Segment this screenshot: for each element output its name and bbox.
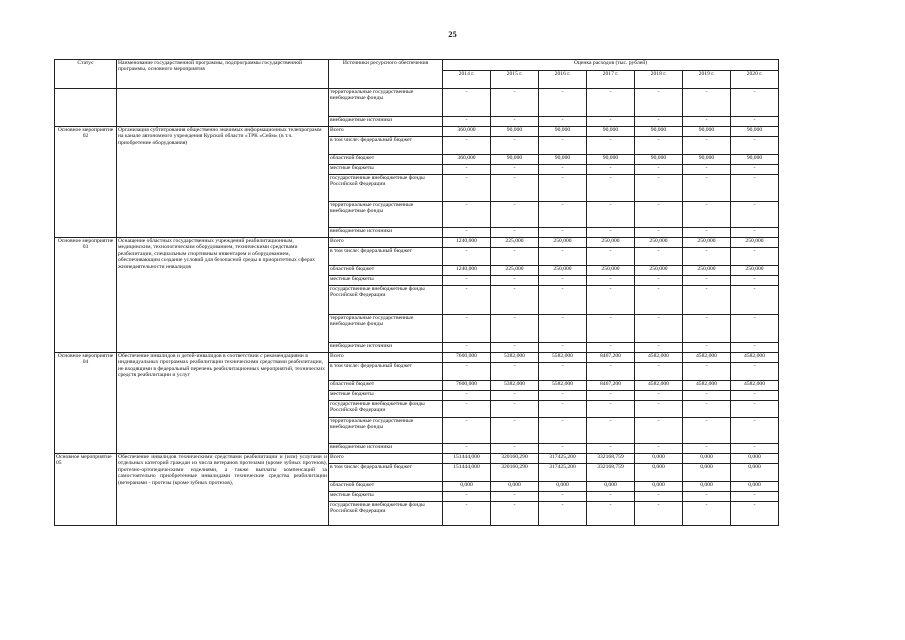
measure-name-cell — [117, 89, 329, 127]
value-cell: 90,000 — [539, 155, 587, 165]
source-cell: в том числе: федеральный бюджет — [329, 248, 443, 266]
value-cell: - — [587, 165, 635, 175]
value-cell: - — [683, 315, 731, 343]
value-cell: - — [587, 315, 635, 343]
value-cell: - — [539, 276, 587, 286]
value-cell: - — [683, 343, 731, 353]
value-cell: - — [683, 286, 731, 315]
value-cell: - — [587, 502, 635, 526]
value-cell: 225,000 — [491, 266, 539, 276]
value-cell: - — [443, 117, 491, 127]
value-cell: - — [683, 228, 731, 238]
measure-name-cell: Организация субтитрования общественно значимых информационных телепрограмм на канале автономного учреждения Курской области «ТРК «Сейм» (в т.ч. приобретение оборудования) — [117, 127, 329, 238]
value-cell: - — [635, 343, 683, 353]
value-cell: - — [635, 286, 683, 315]
value-cell: 225,000 — [491, 238, 539, 248]
value-cell: - — [491, 492, 539, 502]
source-cell: территориальные государственные внебюджетные фонды — [329, 315, 443, 343]
value-cell: 90,000 — [539, 127, 587, 137]
value-cell: - — [491, 343, 539, 353]
value-cell: - — [539, 401, 587, 418]
source-cell: территориальные государственные внебюджетные фонды — [329, 89, 443, 117]
value-cell: - — [683, 117, 731, 127]
value-cell: - — [539, 492, 587, 502]
value-cell: - — [443, 363, 491, 381]
source-cell: в том числе: федеральный бюджет — [329, 464, 443, 482]
value-cell: 90,000 — [731, 155, 779, 165]
status-cell: Основное мероприятие 05 — [55, 454, 117, 526]
value-cell: - — [635, 89, 683, 117]
value-cell: - — [587, 391, 635, 401]
value-cell: - — [443, 276, 491, 286]
value-cell: - — [491, 228, 539, 238]
source-cell: государственные внебюджетные фонды Российской Федерации — [329, 286, 443, 315]
value-cell: - — [635, 202, 683, 228]
value-cell: 90,000 — [731, 127, 779, 137]
source-cell: государственные внебюджетные фонды Российской Федерации — [329, 175, 443, 202]
source-cell: местные бюджеты — [329, 492, 443, 502]
value-cell: - — [587, 363, 635, 381]
value-cell: - — [635, 165, 683, 175]
source-cell: государственные внебюджетные фонды Российской Федерации — [329, 401, 443, 418]
value-cell: - — [683, 444, 731, 454]
value-cell: - — [443, 89, 491, 117]
value-cell: 0,000 — [587, 482, 635, 492]
source-cell: областной бюджет — [329, 155, 443, 165]
value-cell: - — [587, 228, 635, 238]
value-cell: - — [443, 343, 491, 353]
value-cell: - — [443, 286, 491, 315]
value-cell: - — [587, 117, 635, 127]
source-cell: Всего — [329, 127, 443, 137]
value-cell: 90,000 — [683, 127, 731, 137]
value-cell: 250,000 — [635, 266, 683, 276]
value-cell: 7600,000 — [443, 381, 491, 391]
value-cell: - — [731, 202, 779, 228]
source-cell: местные бюджеты — [329, 276, 443, 286]
source-cell: территориальные государственные внебюджетные фонды — [329, 418, 443, 444]
value-cell: - — [491, 502, 539, 526]
value-cell: - — [635, 418, 683, 444]
value-cell: 90,000 — [491, 155, 539, 165]
value-cell: 4582,000 — [683, 353, 731, 363]
source-cell: внебюджетные источники — [329, 228, 443, 238]
value-cell: 360,000 — [443, 127, 491, 137]
value-cell: - — [683, 202, 731, 228]
value-cell: 320160,290 — [491, 464, 539, 482]
value-cell: 317425,200 — [539, 464, 587, 482]
value-cell: - — [587, 286, 635, 315]
value-cell: 360,000 — [443, 155, 491, 165]
header-year: 2019 г. — [683, 71, 731, 89]
source-cell: Всего — [329, 353, 443, 363]
table-row — [55, 127, 779, 137]
value-cell: - — [443, 492, 491, 502]
value-cell: - — [443, 165, 491, 175]
value-cell: - — [731, 276, 779, 286]
value-cell: - — [731, 175, 779, 202]
source-cell: государственные внебюджетные фонды Российской Федерации — [329, 502, 443, 526]
value-cell: - — [539, 137, 587, 155]
value-cell: 317425,200 — [539, 454, 587, 464]
value-cell: 250,000 — [539, 238, 587, 248]
value-cell: 1240,000 — [443, 238, 491, 248]
value-cell: - — [683, 137, 731, 155]
value-cell: 250,000 — [587, 266, 635, 276]
value-cell: 7600,000 — [443, 353, 491, 363]
value-cell: - — [635, 248, 683, 266]
value-cell: - — [731, 165, 779, 175]
value-cell: - — [731, 363, 779, 381]
value-cell: - — [539, 418, 587, 444]
table-row — [55, 238, 779, 248]
value-cell: - — [683, 89, 731, 117]
value-cell: - — [491, 276, 539, 286]
value-cell: 332168,759 — [587, 464, 635, 482]
value-cell: - — [491, 418, 539, 444]
value-cell: 4582,000 — [683, 381, 731, 391]
value-cell: 250,000 — [683, 266, 731, 276]
value-cell: - — [731, 286, 779, 315]
value-cell: 5582,000 — [539, 381, 587, 391]
value-cell: 4582,000 — [731, 353, 779, 363]
source-cell: областной бюджет — [329, 482, 443, 492]
source-cell: внебюджетные источники — [329, 343, 443, 353]
value-cell: 0,000 — [731, 454, 779, 464]
value-cell: 8467,200 — [587, 353, 635, 363]
value-cell: 8467,200 — [587, 381, 635, 391]
value-cell: 90,000 — [491, 127, 539, 137]
value-cell: - — [683, 391, 731, 401]
value-cell: 332168,759 — [587, 454, 635, 464]
value-cell: 0,000 — [683, 464, 731, 482]
value-cell: - — [491, 137, 539, 155]
value-cell: - — [443, 248, 491, 266]
source-cell: местные бюджеты — [329, 165, 443, 175]
value-cell: 0,000 — [635, 482, 683, 492]
value-cell: 250,000 — [731, 238, 779, 248]
value-cell: - — [635, 276, 683, 286]
value-cell: - — [587, 444, 635, 454]
source-cell: в том числе: федеральный бюджет — [329, 363, 443, 381]
value-cell: 0,000 — [683, 482, 731, 492]
value-cell: 0,000 — [443, 482, 491, 492]
value-cell: - — [683, 165, 731, 175]
value-cell: 5382,000 — [491, 353, 539, 363]
value-cell: - — [683, 492, 731, 502]
value-cell: - — [491, 444, 539, 454]
value-cell: - — [683, 418, 731, 444]
value-cell: - — [731, 418, 779, 444]
value-cell: - — [491, 391, 539, 401]
value-cell: - — [539, 202, 587, 228]
status-cell: Основное мероприятие 02 — [55, 127, 117, 238]
value-cell: - — [587, 202, 635, 228]
value-cell: - — [587, 89, 635, 117]
header-name: Наименование государственной программы, подпрограммы государственной программы, основного мероприятия — [117, 60, 329, 89]
value-cell: - — [443, 175, 491, 202]
header-year: 2016 г. — [539, 71, 587, 89]
table-row — [55, 353, 779, 363]
value-cell: - — [539, 286, 587, 315]
value-cell: - — [443, 391, 491, 401]
measure-name-cell: Обеспечение инвалидов и детей-инвалидов в соответствии с рекомендациями в индивидуальных программах реабилитации техническими средствами реабилитации, не входящими в федеральный перечень реабилитационных мероприятий, технических средств реабилитации и услуг — [117, 353, 329, 454]
value-cell: 90,000 — [587, 127, 635, 137]
value-cell: - — [443, 418, 491, 444]
value-cell: - — [443, 502, 491, 526]
header-year: 2018 г. — [635, 71, 683, 89]
value-cell: - — [731, 137, 779, 155]
value-cell: - — [731, 315, 779, 343]
value-cell: - — [539, 315, 587, 343]
value-cell: - — [587, 248, 635, 266]
table-header — [55, 60, 779, 89]
value-cell: - — [683, 401, 731, 418]
value-cell: 250,000 — [539, 266, 587, 276]
value-cell: - — [491, 175, 539, 202]
table-row — [55, 89, 779, 117]
header-sources: Источники ресурсного обеспечения — [329, 60, 443, 89]
value-cell: - — [683, 175, 731, 202]
measure-name-cell: Оснащение областных государственных учреждений реабилитационным, медицинским, технологическим оборудованием, техническими средствами реабилитации, специальным спортивным инвентарем и оборудованием, обеспечивающим создание условий для безопасной среды в приоритетных сферах жизнедеятельности инвалидов — [117, 238, 329, 353]
value-cell: 0,000 — [635, 464, 683, 482]
value-cell: - — [635, 401, 683, 418]
value-cell: - — [731, 117, 779, 127]
value-cell: - — [491, 165, 539, 175]
value-cell: - — [731, 444, 779, 454]
header-year: 2020 г. — [731, 71, 779, 89]
value-cell: 250,000 — [731, 266, 779, 276]
value-cell: - — [587, 401, 635, 418]
value-cell: - — [635, 502, 683, 526]
value-cell: - — [731, 343, 779, 353]
value-cell: - — [491, 202, 539, 228]
value-cell: - — [443, 137, 491, 155]
status-cell: Основное мероприятие 03 — [55, 238, 117, 353]
value-cell: - — [683, 363, 731, 381]
header-status: Статус — [55, 60, 117, 89]
value-cell: - — [491, 248, 539, 266]
value-cell: - — [683, 502, 731, 526]
value-cell: 5382,000 — [491, 381, 539, 391]
value-cell: - — [635, 363, 683, 381]
value-cell: - — [443, 202, 491, 228]
value-cell: - — [731, 492, 779, 502]
source-cell: территориальные государственные внебюджетные фонды — [329, 202, 443, 228]
value-cell: 4582,000 — [731, 381, 779, 391]
page-number: 25 — [448, 29, 457, 39]
header-year: 2017 г. — [587, 71, 635, 89]
source-cell: областной бюджет — [329, 266, 443, 276]
value-cell: 151444,000 — [443, 464, 491, 482]
value-cell: 250,000 — [587, 238, 635, 248]
value-cell: - — [587, 418, 635, 444]
value-cell: - — [539, 391, 587, 401]
value-cell: - — [635, 492, 683, 502]
value-cell: 5582,000 — [539, 353, 587, 363]
table-body — [55, 89, 779, 526]
value-cell: - — [731, 248, 779, 266]
value-cell: - — [443, 315, 491, 343]
value-cell: 90,000 — [587, 155, 635, 165]
source-cell: внебюджетные источники — [329, 117, 443, 127]
value-cell: - — [683, 248, 731, 266]
header-year: 2014 г. — [443, 71, 491, 89]
value-cell: - — [491, 315, 539, 343]
value-cell: 250,000 — [635, 238, 683, 248]
value-cell: - — [539, 175, 587, 202]
value-cell: 0,000 — [635, 454, 683, 464]
value-cell: 4582,000 — [635, 353, 683, 363]
measure-name-cell: Обеспечение инвалидов техническими средствами реабилитации и (или) услугами и отдельных категорий граждан из числа ветеранов протезами (кроме зубных протезов), протезно-ортопедическими изделиями, а также выплаты компенсаций за самостоятельно приобретенные инвалидами технические средства реабилитации (ветеранами - протезы (кроме зубных протезов), — [117, 454, 329, 526]
value-cell: - — [539, 89, 587, 117]
table-row — [55, 454, 779, 464]
value-cell: - — [635, 315, 683, 343]
value-cell: - — [443, 444, 491, 454]
value-cell: - — [731, 391, 779, 401]
value-cell: - — [635, 391, 683, 401]
value-cell: - — [539, 343, 587, 353]
value-cell: 320160,290 — [491, 454, 539, 464]
value-cell: - — [635, 117, 683, 127]
value-cell: 90,000 — [635, 127, 683, 137]
value-cell: - — [539, 363, 587, 381]
value-cell: - — [539, 444, 587, 454]
value-cell: - — [731, 228, 779, 238]
value-cell: 90,000 — [683, 155, 731, 165]
value-cell: 0,000 — [683, 454, 731, 464]
value-cell: - — [491, 363, 539, 381]
value-cell: - — [635, 228, 683, 238]
value-cell: - — [539, 165, 587, 175]
value-cell: 4582,000 — [635, 381, 683, 391]
header-year: 2015 г. — [491, 71, 539, 89]
value-cell: 0,000 — [731, 464, 779, 482]
value-cell: 250,000 — [683, 238, 731, 248]
source-cell: областной бюджет — [329, 381, 443, 391]
value-cell: - — [587, 175, 635, 202]
header-estimate: Оценка расходов (тыс. рублей) — [443, 60, 779, 71]
value-cell: 90,000 — [635, 155, 683, 165]
value-cell: - — [587, 276, 635, 286]
value-cell: - — [491, 401, 539, 418]
value-cell: 1240,000 — [443, 266, 491, 276]
source-cell: Всего — [329, 454, 443, 464]
expenditure-table — [54, 59, 779, 526]
value-cell: - — [539, 117, 587, 127]
value-cell: - — [491, 286, 539, 315]
value-cell: 0,000 — [731, 482, 779, 492]
source-cell: местные бюджеты — [329, 391, 443, 401]
source-cell: внебюджетные источники — [329, 444, 443, 454]
value-cell: - — [731, 89, 779, 117]
value-cell: - — [491, 89, 539, 117]
value-cell: - — [539, 502, 587, 526]
value-cell: - — [635, 137, 683, 155]
value-cell: 151444,000 — [443, 454, 491, 464]
value-cell: - — [443, 401, 491, 418]
value-cell: - — [587, 343, 635, 353]
source-cell: Всего — [329, 238, 443, 248]
value-cell: - — [731, 502, 779, 526]
value-cell: - — [587, 492, 635, 502]
value-cell: - — [635, 444, 683, 454]
value-cell: 0,000 — [491, 482, 539, 492]
value-cell: - — [443, 228, 491, 238]
status-cell — [55, 89, 117, 127]
value-cell: - — [587, 137, 635, 155]
value-cell: - — [683, 276, 731, 286]
source-cell: в том числе: федеральный бюджет — [329, 137, 443, 155]
value-cell: - — [635, 175, 683, 202]
value-cell: - — [539, 228, 587, 238]
value-cell: - — [491, 117, 539, 127]
value-cell: - — [539, 248, 587, 266]
status-cell: Основное мероприятие 04 — [55, 353, 117, 454]
value-cell: 0,000 — [539, 482, 587, 492]
value-cell: - — [731, 401, 779, 418]
